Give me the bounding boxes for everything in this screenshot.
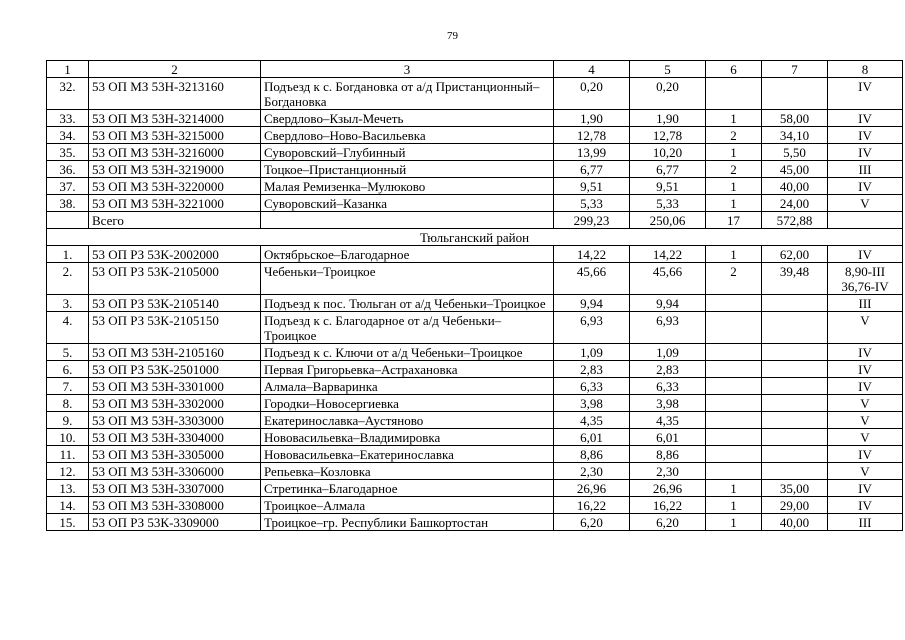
row-number-cell: 34. bbox=[47, 127, 89, 144]
column-header: 2 bbox=[89, 61, 261, 78]
bridges-length-cell bbox=[762, 295, 828, 312]
road-category-cell: V bbox=[828, 395, 903, 412]
road-code-cell: 53 ОП МЗ 53Н-2105160 bbox=[89, 344, 261, 361]
bridges-length-cell bbox=[762, 463, 828, 480]
bridges-count-cell: 1 bbox=[706, 246, 762, 263]
bridges-count-cell bbox=[706, 344, 762, 361]
bridges-length-cell bbox=[762, 78, 828, 110]
length-total-cell: 6,01 bbox=[554, 429, 630, 446]
total-length-4: 299,23 bbox=[554, 212, 630, 229]
road-code-cell: 53 ОП МЗ 53Н-3221000 bbox=[89, 195, 261, 212]
road-name-cell: Свердлово–Кзыл-Мечеть bbox=[261, 110, 554, 127]
total-row bbox=[47, 212, 903, 229]
bridges-count-cell bbox=[706, 295, 762, 312]
bridges-count-cell bbox=[706, 463, 762, 480]
road-name-cell: Подъезд к с. Ключи от а/д Чебеньки–Троицкое bbox=[261, 344, 554, 361]
length-total-cell: 14,22 bbox=[554, 246, 630, 263]
table-row bbox=[47, 144, 903, 161]
road-category-cell: IV bbox=[828, 110, 903, 127]
bridges-length-cell: 39,48 bbox=[762, 263, 828, 295]
road-name-cell: Алмала–Варваринка bbox=[261, 378, 554, 395]
road-code-cell: 53 ОП РЗ 53К-2105000 bbox=[89, 263, 261, 295]
length-hard-cell: 8,86 bbox=[630, 446, 706, 463]
bridges-count-cell: 1 bbox=[706, 480, 762, 497]
road-code-cell: 53 ОП МЗ 53Н-3307000 bbox=[89, 480, 261, 497]
bridges-length-cell: 40,00 bbox=[762, 514, 828, 531]
bridges-count-cell: 1 bbox=[706, 110, 762, 127]
bridges-length-cell: 5,50 bbox=[762, 144, 828, 161]
column-header: 1 bbox=[47, 61, 89, 78]
table-row bbox=[47, 378, 903, 395]
length-total-cell: 16,22 bbox=[554, 497, 630, 514]
table-row bbox=[47, 429, 903, 446]
table-row bbox=[47, 78, 903, 110]
road-name-cell: Свердлово–Ново-Васильевка bbox=[261, 127, 554, 144]
row-number-cell: 12. bbox=[47, 463, 89, 480]
road-table bbox=[46, 60, 903, 531]
column-header: 6 bbox=[706, 61, 762, 78]
road-name-cell: Нововасильевка–Екатеринославка bbox=[261, 446, 554, 463]
road-code-cell: 53 ОП МЗ 53Н-3301000 bbox=[89, 378, 261, 395]
row-number-cell: 1. bbox=[47, 246, 89, 263]
length-hard-cell: 6,77 bbox=[630, 161, 706, 178]
road-category-cell: IV bbox=[828, 246, 903, 263]
bridges-length-cell: 40,00 bbox=[762, 178, 828, 195]
row-number-cell: 10. bbox=[47, 429, 89, 446]
bridges-length-cell bbox=[762, 412, 828, 429]
road-name-cell: Екатеринославка–Аустяново bbox=[261, 412, 554, 429]
length-hard-cell: 26,96 bbox=[630, 480, 706, 497]
table-row bbox=[47, 312, 903, 344]
row-number-cell: 3. bbox=[47, 295, 89, 312]
road-category-cell: IV bbox=[828, 144, 903, 161]
district-b-rows bbox=[47, 246, 903, 531]
road-name-cell: Подъезд к с. Богдановка от а/д Пристанционный–Богдановка bbox=[261, 78, 554, 110]
bridges-length-cell bbox=[762, 446, 828, 463]
length-total-cell: 6,33 bbox=[554, 378, 630, 395]
bridges-length-cell: 35,00 bbox=[762, 480, 828, 497]
table-row bbox=[47, 514, 903, 531]
bridges-count-cell: 1 bbox=[706, 144, 762, 161]
road-category-cell: IV bbox=[828, 127, 903, 144]
bridges-count-cell: 1 bbox=[706, 497, 762, 514]
bridges-length-cell: 58,00 bbox=[762, 110, 828, 127]
column-header: 4 bbox=[554, 61, 630, 78]
table-row bbox=[47, 263, 903, 295]
length-total-cell: 3,98 bbox=[554, 395, 630, 412]
table-row bbox=[47, 395, 903, 412]
bridges-length-cell: 24,00 bbox=[762, 195, 828, 212]
road-category-cell: V bbox=[828, 412, 903, 429]
row-number-cell: 9. bbox=[47, 412, 89, 429]
district-a-rows bbox=[47, 78, 903, 212]
total-count-6: 17 bbox=[706, 212, 762, 229]
total-section bbox=[47, 212, 903, 246]
table-row bbox=[47, 497, 903, 514]
table-row bbox=[47, 463, 903, 480]
road-code-cell: 53 ОП МЗ 53Н-3213160 bbox=[89, 78, 261, 110]
row-number-cell: 6. bbox=[47, 361, 89, 378]
road-name-cell: Троицкое–гр. Республики Башкортостан bbox=[261, 514, 554, 531]
road-category-cell: IV bbox=[828, 361, 903, 378]
row-number-cell: 37. bbox=[47, 178, 89, 195]
length-total-cell: 12,78 bbox=[554, 127, 630, 144]
bridges-count-cell bbox=[706, 395, 762, 412]
length-hard-cell: 12,78 bbox=[630, 127, 706, 144]
bridges-count-cell: 2 bbox=[706, 127, 762, 144]
bridges-count-cell bbox=[706, 78, 762, 110]
length-hard-cell: 9,94 bbox=[630, 295, 706, 312]
road-name-cell: Тоцкое–Пристанционный bbox=[261, 161, 554, 178]
bridges-count-cell: 1 bbox=[706, 195, 762, 212]
length-hard-cell: 0,20 bbox=[630, 78, 706, 110]
bridges-length-cell bbox=[762, 361, 828, 378]
table-row bbox=[47, 295, 903, 312]
length-total-cell: 1,09 bbox=[554, 344, 630, 361]
row-number-cell: 38. bbox=[47, 195, 89, 212]
column-header: 8 bbox=[828, 61, 903, 78]
table-row bbox=[47, 480, 903, 497]
length-total-cell: 5,33 bbox=[554, 195, 630, 212]
road-category-cell: V bbox=[828, 463, 903, 480]
length-hard-cell: 1,90 bbox=[630, 110, 706, 127]
road-name-cell: Суворовский–Казанка bbox=[261, 195, 554, 212]
road-code-cell: 53 ОП РЗ 53К-2501000 bbox=[89, 361, 261, 378]
road-code-cell: 53 ОП МЗ 53Н-3305000 bbox=[89, 446, 261, 463]
length-total-cell: 9,51 bbox=[554, 178, 630, 195]
road-code-cell: 53 ОП МЗ 53Н-3215000 bbox=[89, 127, 261, 144]
length-total-cell: 1,90 bbox=[554, 110, 630, 127]
road-code-cell: 53 ОП МЗ 53Н-3308000 bbox=[89, 497, 261, 514]
table-row bbox=[47, 361, 903, 378]
bridges-length-cell: 29,00 bbox=[762, 497, 828, 514]
row-number-cell: 5. bbox=[47, 344, 89, 361]
road-code-cell: 53 ОП МЗ 53Н-3214000 bbox=[89, 110, 261, 127]
total-value-7: 572,88 bbox=[762, 212, 828, 229]
road-code-cell: 53 ОП РЗ 53К-2105140 bbox=[89, 295, 261, 312]
road-category-cell: IV bbox=[828, 497, 903, 514]
road-category-cell: III bbox=[828, 161, 903, 178]
length-total-cell: 2,83 bbox=[554, 361, 630, 378]
table-row bbox=[47, 344, 903, 361]
length-total-cell: 6,20 bbox=[554, 514, 630, 531]
road-code-cell: 53 ОП МЗ 53Н-3302000 bbox=[89, 395, 261, 412]
section-row bbox=[47, 229, 903, 246]
page-number: 79 bbox=[447, 30, 458, 42]
road-category-cell: 8,90-III 36,76-IV bbox=[828, 263, 903, 295]
table-row bbox=[47, 195, 903, 212]
section-title: Тюльганский район bbox=[47, 229, 903, 246]
length-hard-cell: 14,22 bbox=[630, 246, 706, 263]
row-number-cell: 15. bbox=[47, 514, 89, 531]
length-hard-cell: 1,09 bbox=[630, 344, 706, 361]
total-label: Всего bbox=[89, 212, 261, 229]
road-name-cell: Чебеньки–Троицкое bbox=[261, 263, 554, 295]
road-category-cell: IV bbox=[828, 480, 903, 497]
road-code-cell: 53 ОП РЗ 53К-3309000 bbox=[89, 514, 261, 531]
road-category-cell: III bbox=[828, 295, 903, 312]
bridges-count-cell bbox=[706, 312, 762, 344]
bridges-count-cell bbox=[706, 361, 762, 378]
row-number-cell: 13. bbox=[47, 480, 89, 497]
road-code-cell: 53 ОП РЗ 53К-2002000 bbox=[89, 246, 261, 263]
bridges-length-cell: 62,00 bbox=[762, 246, 828, 263]
bridges-count-cell: 2 bbox=[706, 161, 762, 178]
bridges-length-cell bbox=[762, 378, 828, 395]
road-name-cell: Октябрьское–Благодарное bbox=[261, 246, 554, 263]
length-total-cell: 8,86 bbox=[554, 446, 630, 463]
row-number-cell: 35. bbox=[47, 144, 89, 161]
bridges-count-cell bbox=[706, 412, 762, 429]
length-hard-cell: 45,66 bbox=[630, 263, 706, 295]
road-code-cell: 53 ОП РЗ 53К-2105150 bbox=[89, 312, 261, 344]
bridges-count-cell: 1 bbox=[706, 514, 762, 531]
road-category-cell: IV bbox=[828, 178, 903, 195]
header-row bbox=[47, 61, 903, 78]
table-row bbox=[47, 127, 903, 144]
bridges-count-cell bbox=[706, 378, 762, 395]
row-number-cell: 8. bbox=[47, 395, 89, 412]
road-code-cell: 53 ОП МЗ 53Н-3220000 bbox=[89, 178, 261, 195]
bridges-length-cell: 34,10 bbox=[762, 127, 828, 144]
road-name-cell: Репьевка–Козловка bbox=[261, 463, 554, 480]
bridges-count-cell bbox=[706, 446, 762, 463]
row-number-cell: 2. bbox=[47, 263, 89, 295]
total-num-cell bbox=[47, 212, 89, 229]
bridges-length-cell bbox=[762, 395, 828, 412]
length-hard-cell: 4,35 bbox=[630, 412, 706, 429]
road-category-cell: IV bbox=[828, 78, 903, 110]
length-hard-cell: 3,98 bbox=[630, 395, 706, 412]
row-number-cell: 36. bbox=[47, 161, 89, 178]
road-name-cell: Первая Григорьевка–Астрахановка bbox=[261, 361, 554, 378]
table-row bbox=[47, 412, 903, 429]
road-name-cell: Троицкое–Алмала bbox=[261, 497, 554, 514]
road-category-cell: V bbox=[828, 195, 903, 212]
road-category-cell: IV bbox=[828, 344, 903, 361]
row-number-cell: 7. bbox=[47, 378, 89, 395]
table-row bbox=[47, 110, 903, 127]
row-number-cell: 4. bbox=[47, 312, 89, 344]
length-total-cell: 45,66 bbox=[554, 263, 630, 295]
road-name-cell: Нововасильевка–Владимировка bbox=[261, 429, 554, 446]
bridges-length-cell: 45,00 bbox=[762, 161, 828, 178]
road-code-cell: 53 ОП МЗ 53Н-3306000 bbox=[89, 463, 261, 480]
road-category-cell: V bbox=[828, 312, 903, 344]
length-hard-cell: 2,30 bbox=[630, 463, 706, 480]
road-name-cell: Стретинка–Благодарное bbox=[261, 480, 554, 497]
length-hard-cell: 6,20 bbox=[630, 514, 706, 531]
road-name-cell: Подъезд к с. Благодарное от а/д Чебеньки–Троицкое bbox=[261, 312, 554, 344]
road-category-cell: V bbox=[828, 429, 903, 446]
road-name-cell: Суворовский–Глубинный bbox=[261, 144, 554, 161]
length-total-cell: 0,20 bbox=[554, 78, 630, 110]
road-code-cell: 53 ОП МЗ 53Н-3303000 bbox=[89, 412, 261, 429]
length-total-cell: 9,94 bbox=[554, 295, 630, 312]
length-total-cell: 6,77 bbox=[554, 161, 630, 178]
length-hard-cell: 10,20 bbox=[630, 144, 706, 161]
row-number-cell: 33. bbox=[47, 110, 89, 127]
table-row bbox=[47, 178, 903, 195]
table-row bbox=[47, 246, 903, 263]
bridges-count-cell bbox=[706, 429, 762, 446]
road-category-cell: IV bbox=[828, 378, 903, 395]
length-hard-cell: 6,33 bbox=[630, 378, 706, 395]
bridges-length-cell bbox=[762, 344, 828, 361]
road-code-cell: 53 ОП МЗ 53Н-3304000 bbox=[89, 429, 261, 446]
length-total-cell: 6,93 bbox=[554, 312, 630, 344]
length-hard-cell: 6,01 bbox=[630, 429, 706, 446]
length-hard-cell: 9,51 bbox=[630, 178, 706, 195]
road-category-cell: III bbox=[828, 514, 903, 531]
road-code-cell: 53 ОП МЗ 53Н-3219000 bbox=[89, 161, 261, 178]
column-header: 5 bbox=[630, 61, 706, 78]
length-hard-cell: 6,93 bbox=[630, 312, 706, 344]
bridges-count-cell: 1 bbox=[706, 178, 762, 195]
bridges-length-cell bbox=[762, 429, 828, 446]
table-row bbox=[47, 161, 903, 178]
column-header: 7 bbox=[762, 61, 828, 78]
length-total-cell: 26,96 bbox=[554, 480, 630, 497]
total-category-cell bbox=[828, 212, 903, 229]
road-category-cell: IV bbox=[828, 446, 903, 463]
row-number-cell: 11. bbox=[47, 446, 89, 463]
length-total-cell: 2,30 bbox=[554, 463, 630, 480]
total-length-5: 250,06 bbox=[630, 212, 706, 229]
total-name-cell bbox=[261, 212, 554, 229]
length-total-cell: 4,35 bbox=[554, 412, 630, 429]
road-code-cell: 53 ОП МЗ 53Н-3216000 bbox=[89, 144, 261, 161]
row-number-cell: 32. bbox=[47, 78, 89, 110]
length-hard-cell: 5,33 bbox=[630, 195, 706, 212]
length-total-cell: 13,99 bbox=[554, 144, 630, 161]
road-name-cell: Городки–Новосергиевка bbox=[261, 395, 554, 412]
row-number-cell: 14. bbox=[47, 497, 89, 514]
length-hard-cell: 16,22 bbox=[630, 497, 706, 514]
bridges-length-cell bbox=[762, 312, 828, 344]
column-header: 3 bbox=[261, 61, 554, 78]
road-name-cell: Малая Ремизенка–Мулюково bbox=[261, 178, 554, 195]
length-hard-cell: 2,83 bbox=[630, 361, 706, 378]
bridges-count-cell: 2 bbox=[706, 263, 762, 295]
road-name-cell: Подъезд к пос. Тюльган от а/д Чебеньки–Троицкое bbox=[261, 295, 554, 312]
table-row bbox=[47, 446, 903, 463]
